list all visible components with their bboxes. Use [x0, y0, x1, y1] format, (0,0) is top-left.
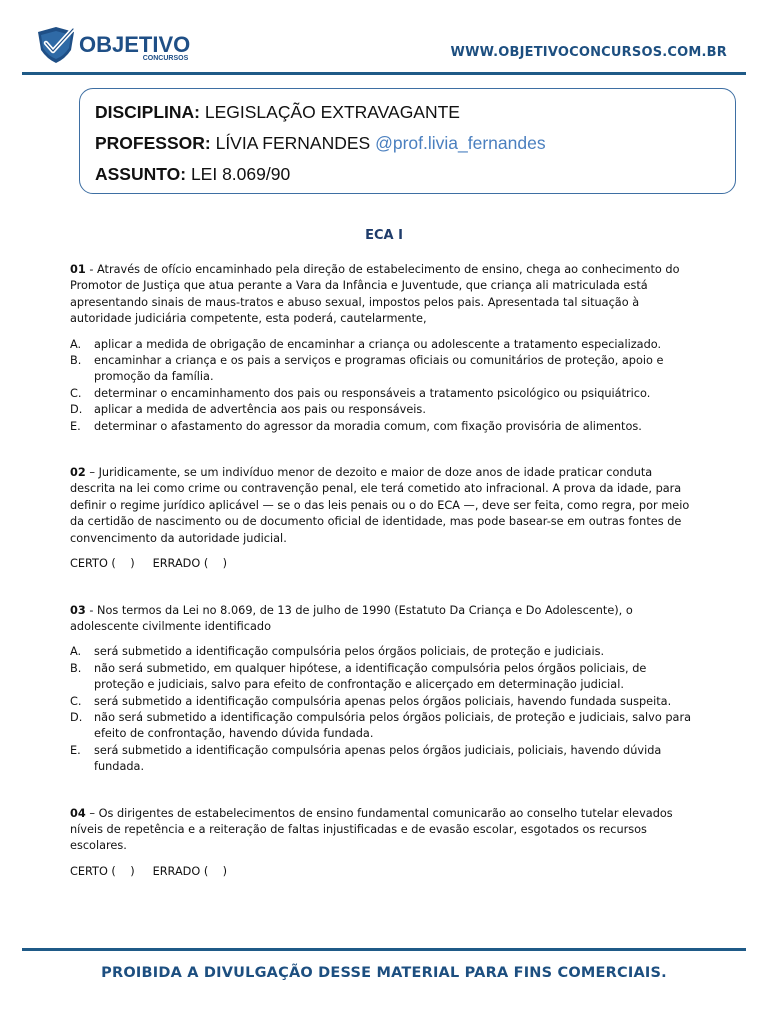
footer-divider: [22, 948, 746, 951]
question-text: [70, 806, 698, 855]
assunto-label: ASSUNTO:: [95, 164, 187, 184]
option-letter: A.: [70, 645, 82, 659]
option-text: será submetido a identificação compulsória pelos órgãos policiais, de proteção e judiciais.: [94, 645, 605, 659]
question-number: 03: [70, 603, 86, 617]
question-statement: Através de ofício encaminhado pela direção de estabelecimento de ensino, chega ao conhecimento do Promotor de Justiça que atua perante a Vara da Infância e Juventude, que criança ali matriculada está apresentando sinais de maus-tratos e abuso sexual, impostos pelos pais. Apresentada tal situação à autoridade judiciária competente, esta poderá, cautelarmente,: [70, 263, 680, 326]
option-letter: C.: [70, 694, 82, 708]
question-04: [70, 806, 698, 881]
options-list: [70, 337, 698, 435]
question-01: [70, 262, 698, 435]
option-item[interactable]: [70, 710, 698, 743]
question-statement: Os dirigentes de estabelecimentos de ensino fundamental comunicarão ao conselho tutelar elevados níveis de repetência e a reiteração de faltas injustificadas e de evasão escolar, esgotados os recursos escolares.: [70, 806, 673, 853]
objetivo-logo: [35, 26, 190, 64]
option-letter: D.: [70, 710, 83, 724]
option-text: será submetido a identificação compulsória apenas pelos órgãos policiais, havendo fundada suspeita.: [94, 694, 672, 708]
assunto-value: LEI 8.069/90: [186, 164, 291, 184]
section-title: ECA I: [365, 228, 403, 243]
question-statement: Juridicamente, se um indivíduo menor de dezoito e maior de doze anos de idade praticar conduta descrita na lei como crime ou contravenção penal, ele terá cometido ato infracional. A prova da idade, para definir o regime jurídico aplicável — se o das leis penais ou o do ECA —, deve ser feita, como regra, por meio da certidão de nascimento ou de documento oficial de identidade, mas pode basear-se em outras fontes de convencimento da autoridade judicial.: [70, 466, 690, 545]
footer-notice: PROIBIDA A DIVULGAÇÃO DESSE MATERIAL PARA FINS COMERCIAIS.: [101, 965, 667, 981]
question-spacer: [70, 573, 698, 603]
option-text: determinar o encaminhamento dos pais ou responsáveis a tratamento psicológico ou psiquiátrico.: [94, 386, 651, 400]
course-info-box: [79, 88, 736, 194]
question-text: [70, 262, 698, 328]
site-url: WWW.OBJETIVOCONCURSOS.COM.BR: [450, 45, 727, 60]
option-letter: C.: [70, 386, 82, 400]
professor-label: PROFESSOR:: [95, 133, 211, 153]
option-item[interactable]: [70, 402, 698, 418]
option-text: será submetido a identificação compulsória apenas pelos órgãos judiciais, policiais, havendo dúvida fundada.: [94, 743, 662, 774]
question-02: [70, 465, 698, 572]
question-number: 01: [70, 263, 86, 276]
option-text: encaminhar a criança e os pais a serviços e programas oficiais ou comunitários de proteção, apoio e promoção da família.: [94, 354, 664, 384]
option-letter: A.: [70, 337, 82, 351]
option-letter: D.: [70, 403, 83, 417]
professor-line: [95, 128, 720, 159]
questions-list: [70, 262, 698, 880]
options-list: [70, 644, 698, 775]
option-item[interactable]: [70, 694, 698, 710]
option-text: não será submetido, em qualquer hipótese, a identificação compulsória pelos órgãos policiais, de proteção e judiciais, salvo para efeito de confrontação e alicerçado em determinação judicial.: [94, 661, 647, 692]
question-03: [70, 603, 698, 776]
question-spacer: [70, 776, 698, 806]
professor-handle: @prof.livia_fernandes: [375, 133, 546, 153]
question-separator: -: [85, 603, 97, 617]
option-item[interactable]: [70, 644, 698, 660]
option-letter: E.: [70, 743, 81, 757]
assunto-line: [95, 159, 720, 190]
option-item[interactable]: [70, 337, 698, 353]
question-number: 04: [70, 806, 86, 820]
question-spacer: [70, 435, 698, 465]
disciplina-line: [95, 97, 720, 128]
option-text: determinar o afastamento do agressor da moradia comum, com fixação provisória de alimentos.: [94, 419, 642, 433]
option-text: não será submetido a identificação compulsória pelos órgãos policiais, de proteção e judiciais, salvo para efeito de confrontação, havendo dúvida fundada.: [94, 710, 692, 741]
professor-value: LÍVIA FERNANDES: [210, 133, 376, 153]
option-letter: E.: [70, 419, 81, 433]
question-separator: –: [85, 466, 99, 480]
certo-errado-answer[interactable]: CERTO ( ) ERRADO ( ): [70, 864, 228, 878]
option-item[interactable]: [70, 353, 698, 386]
option-item[interactable]: [70, 661, 698, 694]
option-item[interactable]: [70, 386, 698, 402]
certo-errado-answer[interactable]: CERTO ( ) ERRADO ( ): [70, 557, 228, 571]
option-item[interactable]: [70, 419, 698, 435]
disciplina-label: DISCIPLINA:: [95, 102, 200, 122]
header-divider: [22, 72, 746, 75]
question-text: [70, 465, 698, 547]
logo-name: OBJETIVO: [79, 32, 191, 57]
option-text: aplicar a medida de advertência aos pais ou responsáveis.: [94, 403, 426, 417]
question-number: 02: [70, 466, 86, 480]
question-separator: -: [85, 263, 97, 276]
question-statement: Nos termos da Lei no 8.069, de 13 de julho de 1990 (Estatuto Da Criança e Do Adolescente), o adolescente civilmente identificado: [70, 603, 633, 633]
option-text: aplicar a medida de obrigação de encaminhar a criança ou adolescente a tratamento especializado.: [94, 337, 662, 351]
logo-subtitle: CONCURSOS: [142, 55, 189, 62]
shield-check-icon: [35, 26, 77, 64]
option-letter: B.: [70, 661, 82, 675]
disciplina-value: LEGISLAÇÃO EXTRAVAGANTE: [200, 102, 460, 122]
option-item[interactable]: [70, 743, 698, 776]
option-letter: B.: [70, 354, 82, 368]
question-text: [70, 603, 698, 636]
question-separator: –: [85, 806, 99, 820]
